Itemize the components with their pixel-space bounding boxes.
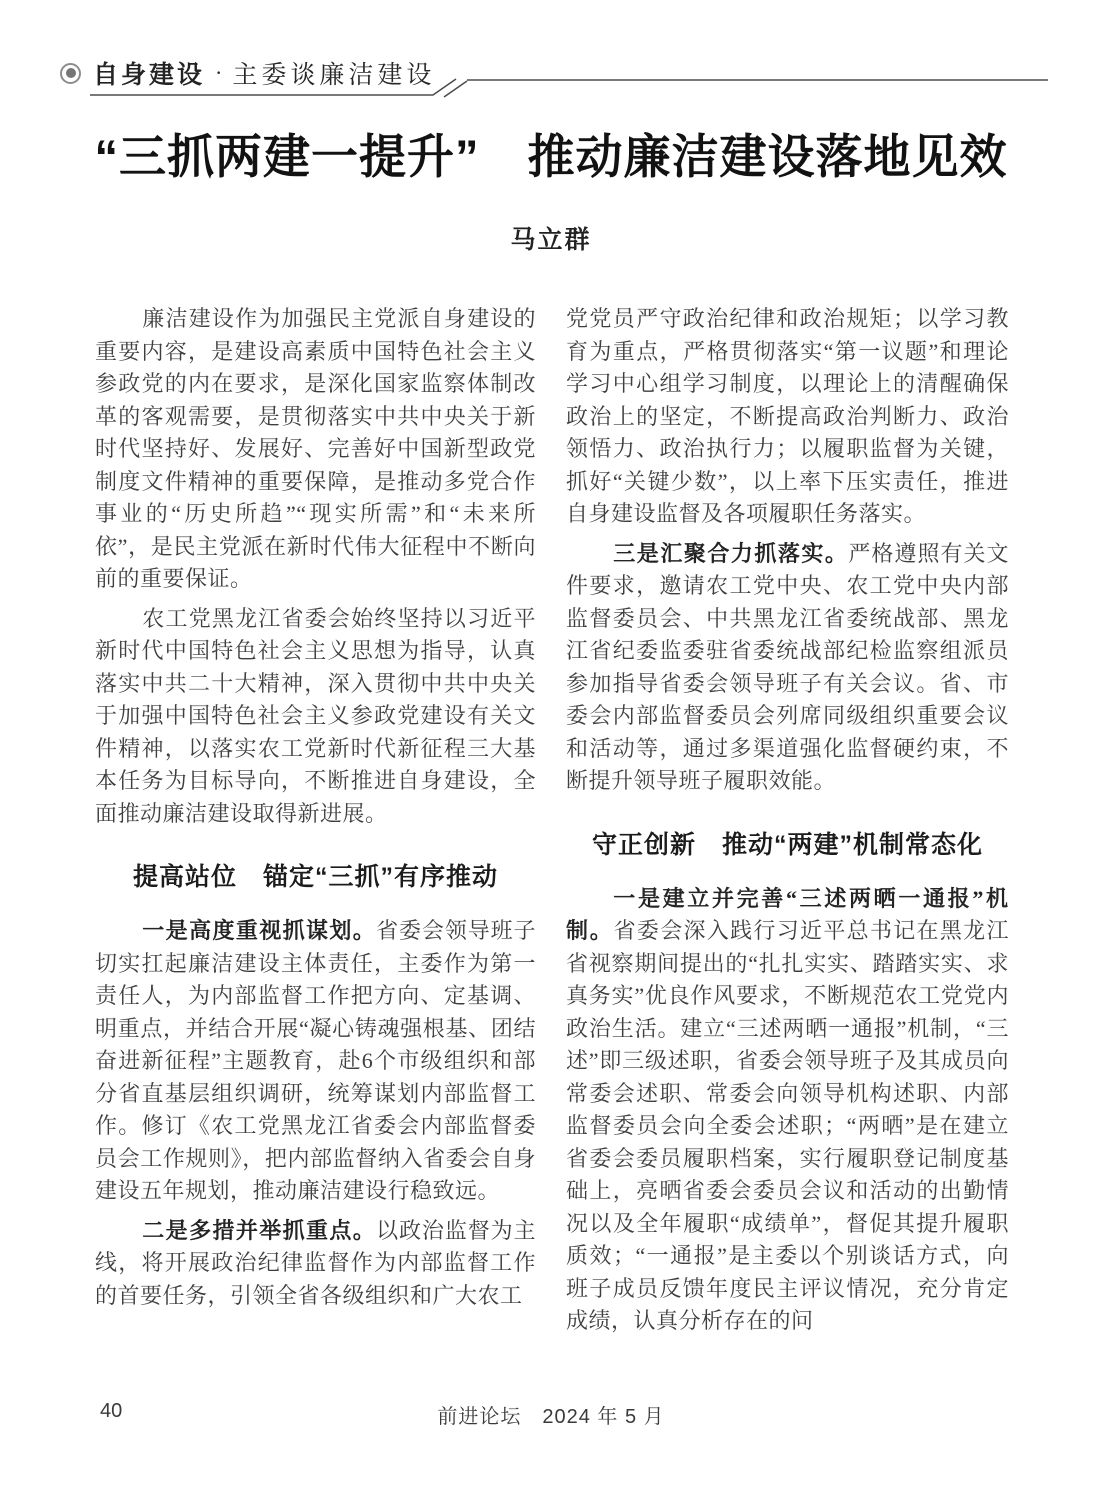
paragraph-lead: 一是建立并完善“三述两晒一通报”机制。 — [566, 885, 1009, 943]
body-paragraph: 一是建立并完善“三述两晒一通报”机制。省委会深入践行习近平总书记在黑龙江省视察期间提出的“扎扎实实、踏踏实实、求真务实”优良作风要求，不断规范农工党党内政治生活。建立“三述两晒一通报”机制，“三述”即三级述职，省委会领导班子及其成员向常委会述职、常委会向领导机构述职、内部监督委员会向全委会述职；“两晒”是在建立省委会委员履职档案，实行履职登记制度基础上，亮晒省委会委员会议和活动的出勤情况以及全年履职“成绩单”，督促其提升履职质效；“一通报”是主委以个别谈话方式，向班子成员反馈年度民主评议情况，充分肯定成绩，认真分析存在的问 — [566, 885, 1009, 1333]
body-paragraph: 农工党黑龙江省委会始终坚持以习近平新时代中国特色社会主义思想为指导，认真落实中共二十大精神，深入贯彻中共中央关于加强中国特色社会主义参政党建设有关文件精神，以落实农工党新时代新征程三大基本任务为目标导向，不断推进自身建设，全面推动廉洁建设取得新进展。 — [95, 605, 536, 826]
header-separator: · — [215, 60, 223, 85]
paragraph-lead: 一是高度重视抓谋划。 — [142, 918, 377, 943]
bullseye-icon — [60, 63, 81, 84]
body-paragraph: 三是汇聚合力抓落实。严格遵照有关文件要求，邀请农工党中央、农工党中央内部监督委员会、中共黑龙江省委统战部、黑龙江省纪委监委驻省委统战部纪检监察组派员参加指导省委会领导班子有关会议。省、市委会内部监督委员会列席同级组织重要会议和活动等，通过多渠道强化监督硬约束，不断提升领导班子履职效能。 — [566, 540, 1009, 793]
body-paragraph: 廉洁建设作为加强民主党派自身建设的重要内容，是建设高素质中国特色社会主义参政党的内在要求，是深化国家监察体制改革的客观需要，是贯彻落实中共中央关于新时代坚持好、发展好、完善好中国新型政党制度文件精神的重要保障，是推动多党合作事业的“历史所趋”“现实所需”和“未来所依”，是民主党派在新时代伟大征程中不断向前的重要保证。 — [95, 306, 536, 591]
body-paragraph: 党党员严守政治纪律和政治规矩；以学习教育为重点，严格贯彻落实“第一议题”和理论学习中心组学习制度，以理论上的清醒确保政治上的坚定，不断提高政治判断力、政治领悟力、政治执行力；以履职监督为关键，抓好“关键少数”，以上率下压实责任，推进自身建设监督及各项履职任务落实。 — [566, 306, 1009, 526]
header-topic-label: 主委谈廉洁建设 — [232, 62, 436, 89]
article-author: 马立群 — [510, 226, 592, 254]
bullseye-dot — [66, 68, 76, 78]
journal-issue-line: 前进论坛 2024 年 5 月 — [437, 1406, 665, 1428]
left-text-column — [95, 303, 536, 1365]
header-rule-decoration — [88, 76, 1050, 100]
paragraph-lead: 三是汇聚合力抓落实。 — [613, 540, 849, 566]
section-heading: 提高站位 锚定“三抓”有序推动 — [132, 863, 498, 891]
body-paragraph: 一是高度重视抓谋划。省委会领导班子切实扛起廉洁建设主体责任，主委作为第一责任人，为内部监督工作把方向、定基调、明重点，并结合开展“凝心铸魂强根基、团结奋进新征程”主题教育，赴6个市级组织和部分省直基层组织调研，统筹谋划内部监督工作。修订《农工党黑龙江省委会内部监督委员会工作规则》，把内部监督纳入省委会自身建设五年规划，推动廉洁建设行稳致远。 — [95, 918, 536, 1203]
paragraph-lead: 二是多措并举抓重点。 — [142, 1217, 377, 1243]
section-heading: 守正创新 推动“两建”机制常态化 — [591, 830, 983, 859]
article-title: “三抓两建一提升” 推动廉洁建设落地见效 — [94, 130, 1008, 183]
page-header — [60, 56, 1050, 102]
right-text-column — [566, 303, 1009, 1365]
header-section-label: 自身建设 — [93, 61, 206, 89]
page-number: 40 — [100, 1400, 123, 1422]
page-footer — [0, 1400, 1102, 1430]
body-paragraph: 二是多措并举抓重点。以政治监督为主线，将开展政治纪律监督作为内部监督工作的首要任务，引领全省各级组织和广大农工 — [95, 1217, 536, 1308]
